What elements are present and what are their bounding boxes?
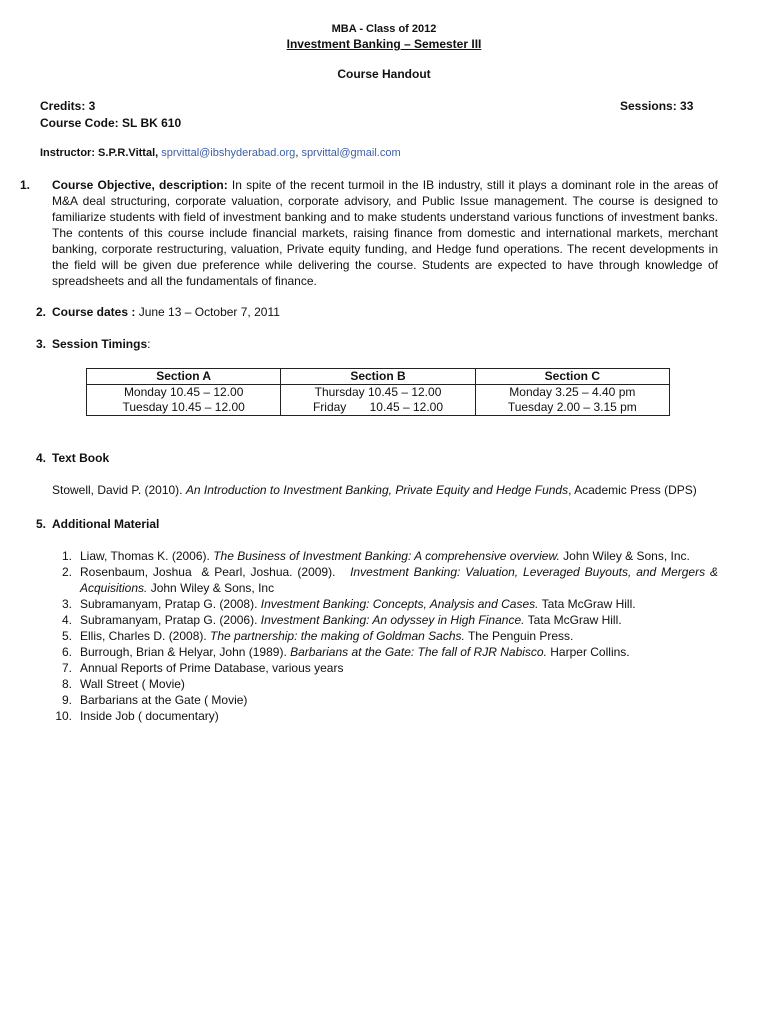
list-item [36, 596, 718, 612]
item-text: Wall Street ( Movie) [80, 677, 185, 691]
section-title: Session Timings [52, 337, 148, 351]
course-dates-value: June 13 – October 7, 2011 [135, 305, 280, 319]
item-number: 8. [61, 677, 72, 691]
objective-text: In spite of the recent turmoil in the IB industry, still it plays a dominant role in the areas of M&A deal structuring, corporate valuation, corporate advisory, and Public Issue management. The course is designed to familiarize students with field of investment banking and to make students understand various functions of investment banks. The contents of this course include financial markets, raising finance from domestic and international markets, merchant banking, corporate restructuring, valuation, Private equity funding, and Hedge fund operations. The recent developments in the field will be given due preference while delivering the course. Students are expected to have through knowledge of spreadsheets and all the fundamentals of finance. [52, 178, 718, 288]
email-link-2[interactable]: sprvittal@gmail.com [301, 147, 401, 159]
time-slot: Tuesday 10.45 – 12.00 [122, 400, 245, 414]
textbook-reference [52, 482, 732, 498]
table-row [87, 385, 670, 416]
item-text: Inside Job ( documentary) [80, 709, 219, 723]
item-author: Burrough, Brian & Helyar, John (1989). [80, 645, 291, 659]
column-header: Section C [475, 369, 669, 385]
section-dates [36, 304, 718, 320]
table-cell [87, 385, 281, 416]
section-textbook [36, 450, 718, 466]
section-title: Additional Material [52, 517, 160, 531]
time-slot: Monday 3.25 – 4.40 pm [509, 385, 636, 399]
list-item [36, 628, 718, 644]
item-title: Investment Banking: Valuation, Leveraged Buyouts, and Mergers & Acquisitions. [80, 565, 718, 595]
item-publisher: John Wiley & Sons, Inc [147, 581, 275, 595]
item-author: Subramanyam, Pratap G. (2006). [80, 613, 261, 627]
email-link-1[interactable]: sprvittal@ibshyderabad.org [161, 147, 296, 159]
item-publisher: Harper Collins. [546, 645, 630, 659]
item-publisher: John Wiley & Sons, Inc. [559, 549, 690, 563]
course-code: Course Code: SL BK 610 [40, 116, 182, 130]
item-number: 4. [61, 613, 72, 627]
section-additional-material [36, 516, 718, 532]
additional-material-list [36, 548, 718, 724]
list-item [36, 708, 718, 724]
item-author: Liaw, Thomas K. (2006). [80, 549, 214, 563]
item-author: Rosenbaum, Joshua & Pearl, Joshua. (2009). [80, 565, 351, 579]
item-author: Subramanyam, Pratap G. (2008). [80, 597, 261, 611]
list-item [36, 548, 718, 564]
item-number: 5. [61, 629, 72, 643]
item-number: 2. [61, 565, 72, 579]
credits: Credits: 3 [40, 99, 96, 113]
section-title: Course Objective, description: [52, 178, 228, 192]
section-title: Course dates : [52, 305, 136, 319]
time-slot: Tuesday 2.00 – 3.15 pm [507, 400, 637, 414]
email-separator: , [295, 147, 302, 159]
item-text: Barbarians at the Gate ( Movie) [80, 693, 248, 707]
list-item [36, 660, 718, 676]
item-title: Investment Banking: Concepts, Analysis and Cases. [260, 597, 539, 611]
list-item [36, 612, 718, 628]
item-title: Barbarians at the Gate: The fall of RJR Nabisco. [290, 645, 547, 659]
item-number: 1. [61, 549, 72, 563]
session-timings-table [86, 368, 670, 416]
sessions: Sessions: 33 [620, 99, 694, 113]
section-number: 2. [36, 305, 47, 319]
item-title: The partnership: the making of Goldman Sachs. [210, 629, 465, 643]
item-number: 7. [61, 661, 72, 675]
table-cell [281, 385, 475, 416]
instructor-label: Instructor: S.P.R.Vittal, [40, 147, 162, 159]
section-number: 1. [20, 178, 31, 192]
item-publisher: Tata McGraw Hill. [538, 597, 636, 611]
document-title: Course Handout [337, 67, 431, 81]
colon: : [147, 337, 151, 351]
section-title: Text Book [52, 451, 110, 465]
item-title: The Business of Investment Banking: A comprehensive overview. [213, 549, 560, 563]
section-objective [20, 177, 718, 289]
reference-title: An Introduction to Investment Banking, Private Equity and Hedge Funds [185, 483, 569, 497]
course-title: Investment Banking – Semester III [286, 37, 482, 51]
time-slot: Friday 10.45 – 12.00 [312, 400, 444, 414]
item-publisher: Tata McGraw Hill. [524, 613, 622, 627]
item-title: Investment Banking: An odyssey in High Finance. [260, 613, 525, 627]
table-cell [475, 385, 669, 416]
list-item [36, 692, 718, 708]
reference-publisher: , Academic Press (DPS) [568, 483, 697, 497]
list-item [36, 644, 718, 660]
list-item [36, 564, 718, 596]
column-header: Section A [87, 369, 281, 385]
item-number: 6. [61, 645, 72, 659]
time-slot: Thursday 10.45 – 12.00 [314, 385, 442, 399]
section-timings [36, 336, 718, 352]
instructor-line [40, 145, 401, 161]
program-title: MBA - Class of 2012 [331, 23, 437, 35]
section-number: 5. [36, 517, 47, 531]
item-publisher: The Penguin Press. [464, 629, 574, 643]
time-slot: Monday 10.45 – 12.00 [123, 385, 244, 399]
section-number: 3. [36, 337, 47, 351]
reference-author: Stowell, David P. (2010). [52, 483, 186, 497]
column-header: Section B [281, 369, 475, 385]
item-text: Annual Reports of Prime Database, various years [80, 661, 344, 675]
item-author: Ellis, Charles D. (2008). [80, 629, 211, 643]
list-item [36, 676, 718, 692]
item-number: 10. [55, 709, 72, 723]
section-number: 4. [36, 451, 47, 465]
item-number: 3. [61, 597, 72, 611]
item-number: 9. [61, 693, 72, 707]
